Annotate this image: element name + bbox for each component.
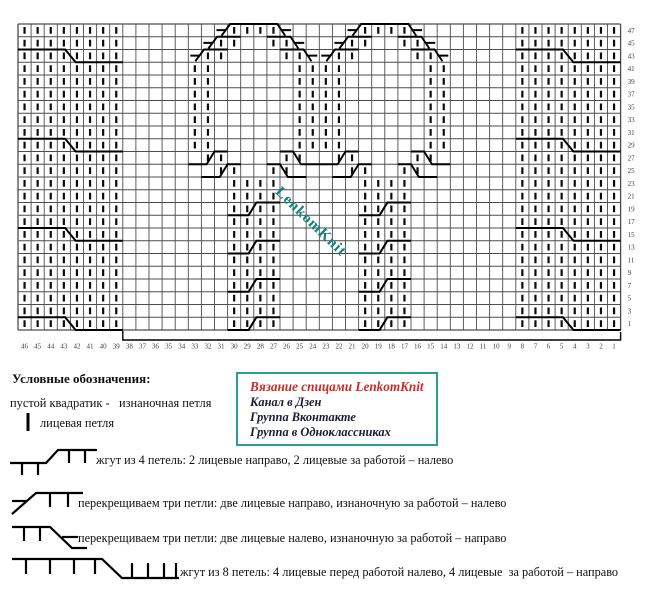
svg-text:27: 27 — [627, 154, 635, 163]
svg-text:5: 5 — [627, 294, 632, 303]
svg-text:25: 25 — [627, 167, 635, 176]
svg-text:45: 45 — [627, 39, 635, 48]
cable8-icon — [10, 553, 182, 587]
svg-text:47: 47 — [627, 26, 635, 35]
knit-stitch-icon — [23, 411, 33, 433]
svg-text:22: 22 — [335, 342, 343, 351]
svg-text:39: 39 — [627, 77, 635, 86]
svg-text:2: 2 — [599, 342, 603, 351]
svg-text:9: 9 — [627, 269, 632, 278]
svg-text:29: 29 — [627, 141, 635, 150]
infobox-line-vk: Группа Вконтакте — [250, 410, 356, 425]
svg-text:35: 35 — [627, 103, 635, 112]
svg-text:15: 15 — [627, 230, 635, 239]
svg-text:9: 9 — [507, 342, 511, 351]
svg-text:40: 40 — [99, 342, 107, 351]
svg-text:24: 24 — [309, 342, 317, 351]
watermark-text: LenkomKnit — [271, 184, 350, 260]
svg-text:34: 34 — [178, 342, 186, 351]
svg-text:5: 5 — [559, 342, 564, 351]
svg-text:21: 21 — [627, 192, 635, 201]
infobox — [236, 372, 438, 446]
svg-text:28: 28 — [256, 342, 264, 351]
legend-item-cross3l-text: перекрещиваем три петли: две лицевые налево, изнаночную за работой – направо — [78, 531, 507, 545]
svg-text:23: 23 — [322, 342, 330, 351]
svg-text:15: 15 — [427, 342, 435, 351]
legend-item-cable8-text: жгут из 8 петель: 4 лицевые перед работой налево, 4 лицевые за работой – направо — [180, 565, 619, 579]
cable4-icon — [8, 446, 100, 478]
svg-text:7: 7 — [627, 281, 632, 290]
svg-text:46: 46 — [21, 342, 29, 351]
svg-text:17: 17 — [400, 342, 408, 351]
svg-text:8: 8 — [520, 342, 525, 351]
svg-text:31: 31 — [217, 342, 225, 351]
legend-item-cross3r-text: перекрещиваем три петли: две лицевые направо, изнаночную за работой – налево — [78, 496, 507, 510]
svg-text:18: 18 — [387, 342, 395, 351]
svg-text:44: 44 — [47, 342, 55, 351]
svg-text:45: 45 — [34, 342, 42, 351]
svg-text:37: 37 — [138, 342, 146, 351]
svg-text:31: 31 — [627, 128, 635, 137]
svg-text:41: 41 — [86, 342, 94, 351]
svg-text:1: 1 — [612, 342, 616, 351]
legend-title: Условные обозначения: — [12, 371, 151, 386]
svg-text:42: 42 — [73, 342, 81, 351]
svg-text:25: 25 — [296, 342, 304, 351]
svg-text:16: 16 — [414, 342, 422, 351]
infobox-line-ok: Группа в Одноклассниках — [250, 425, 391, 440]
svg-text:38: 38 — [125, 342, 133, 351]
svg-text:11: 11 — [479, 342, 487, 351]
svg-text:33: 33 — [191, 342, 199, 351]
svg-text:30: 30 — [230, 342, 238, 351]
svg-text:20: 20 — [361, 342, 369, 351]
infobox-line-dzen: Канал в Дзен — [250, 395, 322, 409]
svg-text:35: 35 — [165, 342, 173, 351]
svg-text:3: 3 — [586, 342, 590, 351]
svg-text:19: 19 — [627, 205, 635, 214]
svg-text:29: 29 — [243, 342, 251, 351]
svg-text:3: 3 — [627, 307, 632, 316]
svg-text:27: 27 — [269, 342, 277, 351]
svg-text:33: 33 — [627, 116, 635, 125]
svg-text:10: 10 — [492, 342, 500, 351]
svg-text:17: 17 — [627, 218, 635, 227]
svg-text:39: 39 — [112, 342, 120, 351]
svg-text:11: 11 — [627, 256, 635, 265]
svg-text:43: 43 — [627, 52, 635, 61]
svg-text:36: 36 — [152, 342, 160, 351]
infobox-title: Вязание спицами LenkomKnit — [250, 379, 424, 394]
svg-text:43: 43 — [60, 342, 68, 351]
cross3-right-icon — [10, 487, 86, 519]
legend-item-cable4-text: жгут из 4 петель: 2 лицевые направо, 2 лицевые за работой – налево — [96, 453, 454, 467]
svg-text:21: 21 — [348, 342, 356, 351]
svg-text:37: 37 — [627, 90, 635, 99]
svg-text:32: 32 — [204, 342, 212, 351]
svg-text:26: 26 — [283, 342, 291, 351]
svg-text:23: 23 — [627, 179, 635, 188]
svg-text:14: 14 — [440, 342, 448, 351]
legend-knit-text: лицевая петля — [40, 416, 115, 430]
legend-empty-square-text: пустой квадратик - изнаночная петля — [10, 396, 212, 410]
svg-text:1: 1 — [627, 320, 632, 329]
svg-text:41: 41 — [627, 65, 635, 74]
svg-text:4: 4 — [573, 342, 577, 351]
svg-text:12: 12 — [466, 342, 474, 351]
svg-text:19: 19 — [374, 342, 382, 351]
svg-text:13: 13 — [627, 243, 635, 252]
svg-text:7: 7 — [533, 342, 538, 351]
svg-text:13: 13 — [453, 342, 461, 351]
svg-text:6: 6 — [546, 342, 551, 351]
